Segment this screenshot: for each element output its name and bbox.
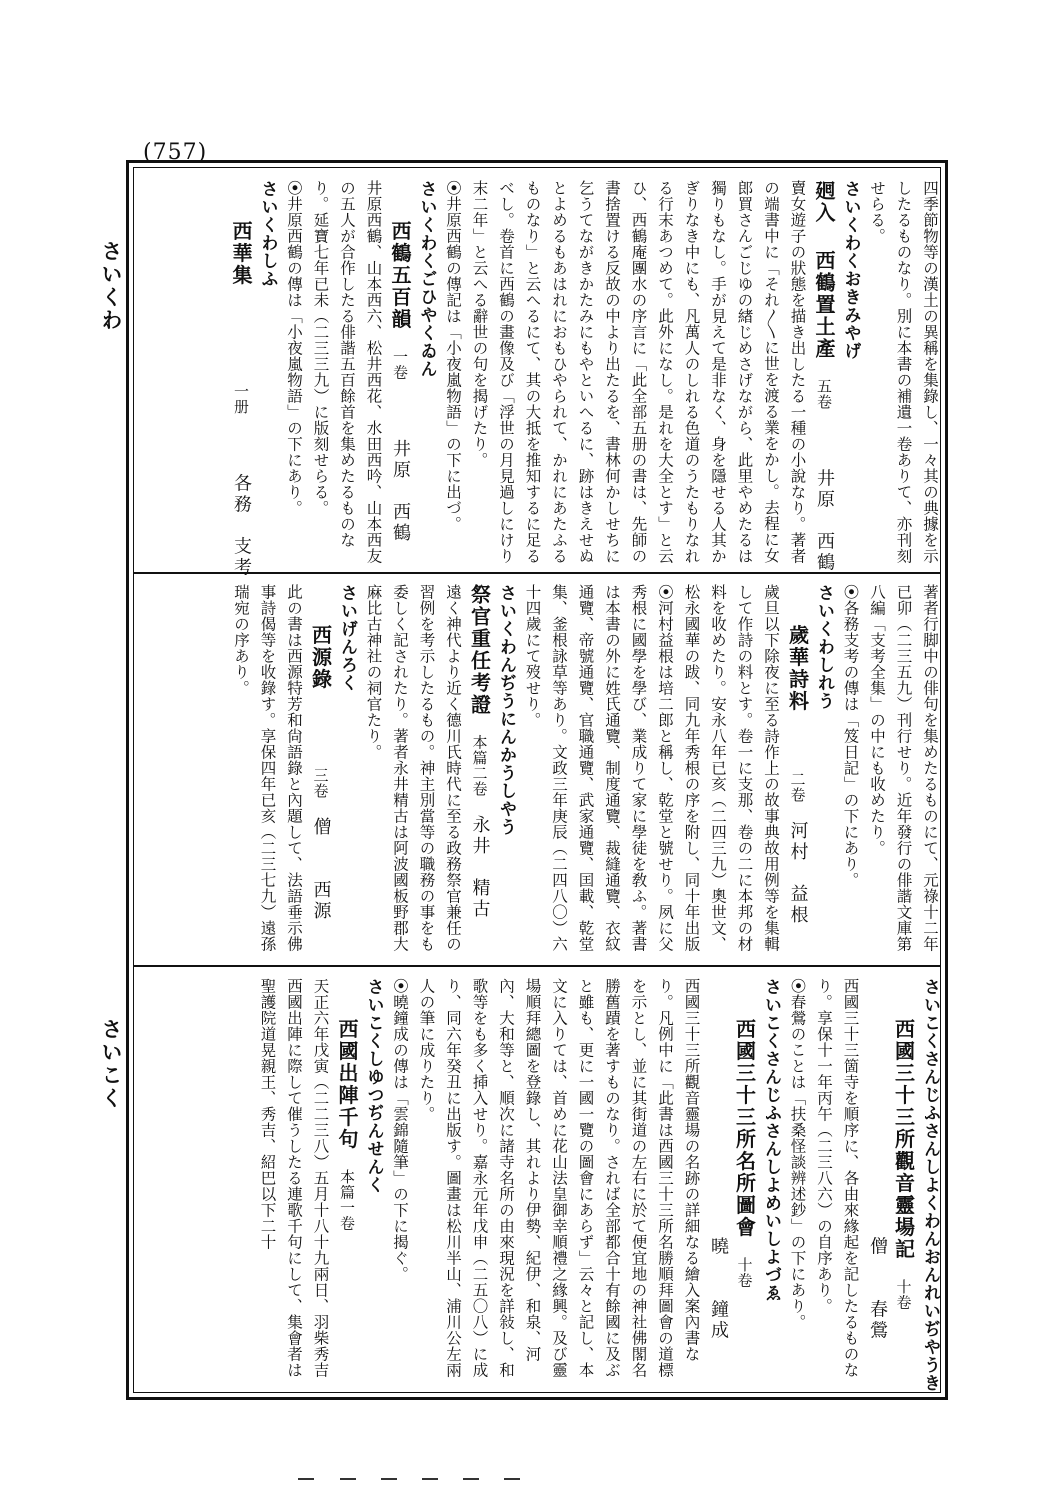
entry-volume: 十卷 — [894, 1279, 913, 1310]
entry-heading: さいこくさんじふさんしよくわんおんれいぢやうき — [920, 978, 940, 1392]
entry-author: 僧 西源 — [310, 817, 332, 922]
entry-volume: 三卷 — [311, 767, 330, 799]
entry-author: 各務 支考 — [231, 473, 252, 579]
entry-body: 歲旦以下除夜に至る詩作上の故事典故用例等を集輯して作詩の料とす。卷一に支那、卷の二に本邦の材料を收めたり。安永八年已亥（二四三九）奧世文、松永國華の跋、同九年秀根の序を附し、同十年出版 — [682, 584, 780, 952]
entry-body: 西國三十三所觀音靈場の名跡の詳細なる繪入案內書なり。凡例中に「此書は西國三十三所名勝順拜圖會の道標を示とし、並に其街道の左右に於て便宜地の神社佛閣名勝舊蹟を著すものなり。されば全部都合十有餘國に及ぶと雖も、更に一國一覽の圖會にあらず」云々と記し、本文に入りては、首めに花山法皇御幸順禮之緣興。及び靈場順拜總圖を登錄し、其れより伊勢、紀伊、和泉、河內、大和等と、順次に諸寺名所の由來現況を詳敍し、和歌等をも多く揷入せり。嘉永元年戊申（二五〇八）に成り、同六年癸丑に出版す。圖畫は松川半山、浦川公左兩人の筆に成りたり。 — [417, 978, 701, 1378]
entry-title: 西鶴五百韻 — [388, 220, 412, 331]
entry-title: 西華集 — [229, 220, 253, 287]
entry-title: 西國三十三所觀音靈場記 — [891, 1018, 916, 1261]
footer-tick — [298, 1478, 314, 1480]
entry-volume: 十卷 — [735, 1257, 754, 1288]
entry-note: ⦿井原西鶴の傳は「小夜嵐物語」の下にあり。 — [285, 180, 303, 516]
footer-tick — [463, 1478, 479, 1480]
entry-title: 西國三十三所名所圖會 — [732, 1018, 757, 1239]
top-continuation: 四季節物等の漢土の異稱を集錄し、一々其の典據を示したるものなり。別に本書の補遺一卷ありて、亦刊刻せらる。 — [868, 180, 939, 564]
entry-note: ⦿井原西鶴の傳記は「小夜嵐物語」の下に出づ。 — [444, 180, 462, 532]
entry-note: ⦿春鶯のことは「扶桑怪談辨述鈔」の下にあり。 — [788, 978, 807, 1330]
entry-body: 井原西鶴、山本西六、松井西花、水田西吟、山本西友の五人が合作したる俳諧五百餘首を集めたるものなり。延寶七年已未（二三三九）に版刻せらる。 — [311, 180, 383, 564]
middle-band — [163, 584, 943, 956]
entry-volume: 本篇二卷 — [470, 734, 489, 797]
entry-heading: さいこくさんじふさんしよめいしよづゑ — [761, 978, 781, 1302]
footer-tick — [381, 1478, 397, 1480]
footer-tick — [340, 1478, 356, 1480]
entry-heading: さいくわしれう — [814, 584, 834, 710]
entry-note: ⦿河村益根は培二郎と稱し、乾堂と號せり。夙に父秀根に國學を學び、業成りて家に學徒を敎ふ。著書は本書の外に姓氏通覽、制度通覽、裁縫通覽、衣紋通覽、帝號通覽、官職通覽、武家通覽、囯載、乾堂集、釜根詠草等あり。文政三年庚辰（二四八〇）六十四歲にて歿せり。 — [523, 584, 674, 952]
bottom-band — [163, 978, 943, 1392]
margin-head-bottom: さいこく — [99, 1018, 124, 1110]
entry-body: 賣女遊子の狀態を描き出したる一種の小說なり。著者の端書中に「それ〳〵に世を渡る業をかし。去程に女郎買さんごじゆの緖じめさげながら、此里やめたるは獨りもなし。手が見えて是非なく、身を隱せる人其かぎりなき中にも、凡萬人のしれる色道のうたもりなれる行末あつめて。此外になし。是れを大全とす」と云ひ、西鶴庵團水の序言に「此全部五册の書は、先師の書捨置ける反故の中より出たるを、書林何かしせちに乞うてながきかたみにもやといへるに、跡はきえせぬとよめるもあはれにおもひやられて、かれにあたふるものなり」と云へるにて、其の大抵を推知するに足るべし。卷首に西鶴の畫像及び「浮世の月見過しにけり末二年」と云へる辭世の句を揭げたり。 — [470, 180, 807, 564]
entry-volume: 五卷 — [815, 378, 833, 410]
entry-heading: さいげんろく — [337, 584, 357, 692]
entry-author: 僧 春鶯 — [867, 1236, 888, 1342]
entry-body: 天正六年戊寅（二二三八）五月十八十九兩日、羽柴秀吉西國出陣に際して催うしたる連歌千句にして、集會者は聖護院道晃親王、秀吉、紹巴以下二十 — [258, 978, 330, 1378]
entry-title: 西源錄 — [308, 624, 333, 691]
entry-title: 𢌞入 西鶴置土產 — [812, 180, 836, 360]
middle-continuation: 著者行脚中の俳句を集めたるものにて、元祿十二年已卯（二三五九）刊行せり。近年發行の俳諧文庫第八編「支考全集」の中にも收めたり。 — [868, 584, 939, 952]
footer-tick — [422, 1478, 438, 1480]
entry-author: 井原 西鶴 — [814, 468, 835, 574]
entry-title: 西國出陣千句 — [335, 1018, 359, 1151]
entry-heading: さいくわんぢうにんかうしやう — [496, 584, 516, 836]
entry-heading: さいくわくおきみやげ — [840, 180, 861, 360]
margin-head-top: さいくわ — [99, 240, 124, 332]
entry-note: ⦿各務支考の傳は「笈日記」の下にあり。 — [841, 584, 860, 888]
entry-heading: さいこくしゆつぢんせんく — [363, 978, 384, 1194]
entry-author: 河村 益根 — [787, 821, 809, 926]
entry-author: 曉 鐘成 — [708, 1236, 729, 1342]
entry-title: 歲華詩料 — [785, 624, 810, 713]
page-number: (757) — [143, 140, 208, 165]
entry-volume: 二卷 — [788, 771, 807, 803]
entry-heading: さいくわくごひやくゐん — [416, 180, 437, 378]
entry-author: 井原 西鶴 — [390, 439, 411, 544]
entry-body: 此の書は西源特芳和尙語錄と內題して、法語垂示佛事詩偈等を收錄す。享保四年已亥（二三七九）遠孫瑞宛の序あり。 — [232, 584, 303, 952]
entry-body: 遠く神代より近く德川氏時代に至る政務祭官兼任の習例を考示したるもの。神主別當等の職務の事をも委しく記されたり。著者永井精古は阿波國板野郡大麻比古神社の祠官たり。 — [364, 584, 462, 952]
entry-heading: さいくわしふ — [257, 180, 278, 288]
entry-volume: 一册 — [232, 383, 250, 415]
footer-tick — [504, 1478, 520, 1480]
entry-title: 祭官重任考證 — [467, 584, 492, 716]
entry-body: 西國三十三箇寺を順序に、各由來緣起を記したるものなり。享保十一年丙午（二三八六）の自序あり。 — [815, 978, 860, 1378]
top-band — [163, 180, 943, 579]
entry-volume: 本篇一卷 — [338, 1169, 356, 1231]
entry-author: 永井 精古 — [469, 815, 491, 920]
entry-volume: 一卷 — [391, 349, 409, 380]
band-divider-2 — [133, 965, 941, 967]
entry-note: ⦿曉鐘成の傳は「雲錦隨筆」の下に揭ぐ。 — [391, 978, 409, 1282]
